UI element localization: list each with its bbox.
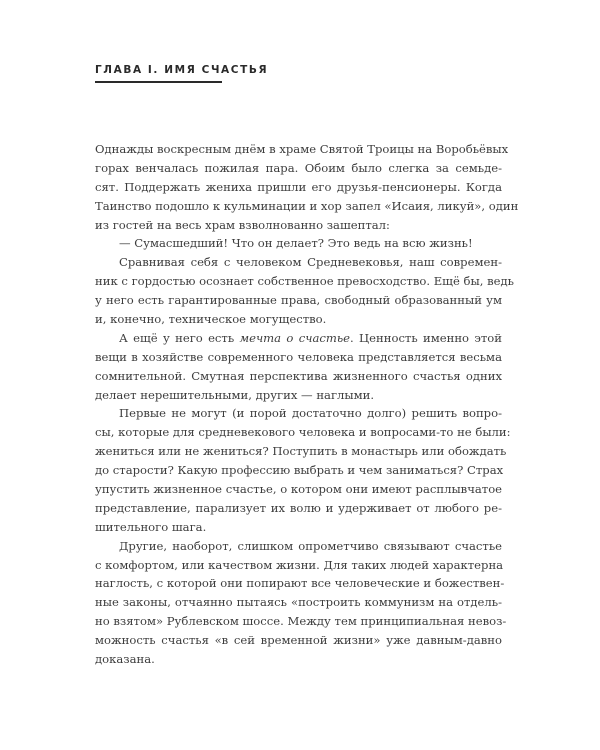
text-line: наглость, с которой они попирают все человеческие и божествен-: [95, 576, 505, 591]
chapter-title: ГЛАВА I. ИМЯ СЧАСТЬЯ: [95, 64, 269, 76]
text-line: сят. Поддержать жениха пришли его друзья-пенсионеры. Когда: [95, 179, 502, 194]
header-underline: [95, 81, 222, 83]
text-line: до старости? Какую профессию выбрать и чем заниматься? Страх: [95, 463, 504, 478]
text-line: сомнительной. Смутная перспектива жизненного счастья одних: [95, 368, 502, 383]
paragraph: [95, 537, 507, 669]
text-line: Сравнивая себя с человеком Средневековья, наш современ-: [119, 255, 502, 270]
text-line: представление, парализует их волю и удерживает от любого ре-: [95, 500, 502, 515]
text-line: с комфортом, или качеством жизни. Для таких людей характерна: [95, 557, 504, 572]
text-line: ник с гордостью осознает собственное превосходство. Ещё бы, ведь: [95, 274, 514, 289]
paragraph: [95, 329, 502, 405]
text-line: но взятом» Рублевском шоссе. Между тем принципиальная невоз-: [95, 614, 507, 629]
text-line: сы, которые для средневекового человека и вопросами-то не были:: [95, 425, 511, 440]
text-line: шительного шага.: [95, 519, 207, 534]
text-line: Другие, наоборот, слишком опрометчиво связывают счастье: [119, 538, 502, 553]
text-line: из гостей на весь храм взволнованно зашептал:: [95, 217, 390, 232]
text-line: и, конечно, техническое могущество.: [95, 312, 327, 327]
text-line: [95, 329, 502, 348]
text-line: доказана.: [95, 652, 155, 667]
text-line: жениться или не жениться? Поступить в монастырь или обождать: [95, 444, 507, 459]
text-run: А ещё у него есть: [119, 330, 240, 345]
text-line: делает нерешительными, других — наглыми.: [95, 387, 375, 402]
text-line: упустить жизненное счастье, о котором они имеют расплывчатое: [95, 482, 503, 497]
text-line: — Сумасшедший! Что он делает? Это ведь на всю жизнь!: [119, 236, 473, 251]
text-line: горах венчалась пожилая пара. Обоим было слегка за семьде-: [95, 160, 502, 175]
text-line: можность счастья «в сей временной жизни» уже давным-давно: [95, 633, 502, 648]
emphasis-text: мечта о счастье: [239, 330, 351, 345]
text-line: Первые не могут (и порой достаточно долго) решить вопро-: [119, 406, 502, 421]
text-line: у него есть гарантированные права, свободный образованный ум: [95, 293, 502, 308]
text-line: Таинство подошло к кульминации и хор запел «Исаия, ликуй», один: [95, 198, 519, 213]
running-header: [95, 64, 495, 83]
text-run: . Ценность именно этой: [350, 330, 502, 345]
body-text: [95, 140, 519, 669]
paragraph: [95, 404, 511, 536]
text-line: вещи в хозяйстве современного человека представляется весьма: [95, 349, 502, 364]
paragraph: [95, 234, 502, 253]
text-line: Однажды воскресным днём в храме Святой Троицы на Воробьёвых: [95, 142, 509, 156]
paragraph: [95, 140, 519, 234]
paragraph: [95, 253, 514, 329]
text-line: ные законы, отчаянно пытаясь «построить коммунизм на отдель-: [95, 595, 502, 610]
